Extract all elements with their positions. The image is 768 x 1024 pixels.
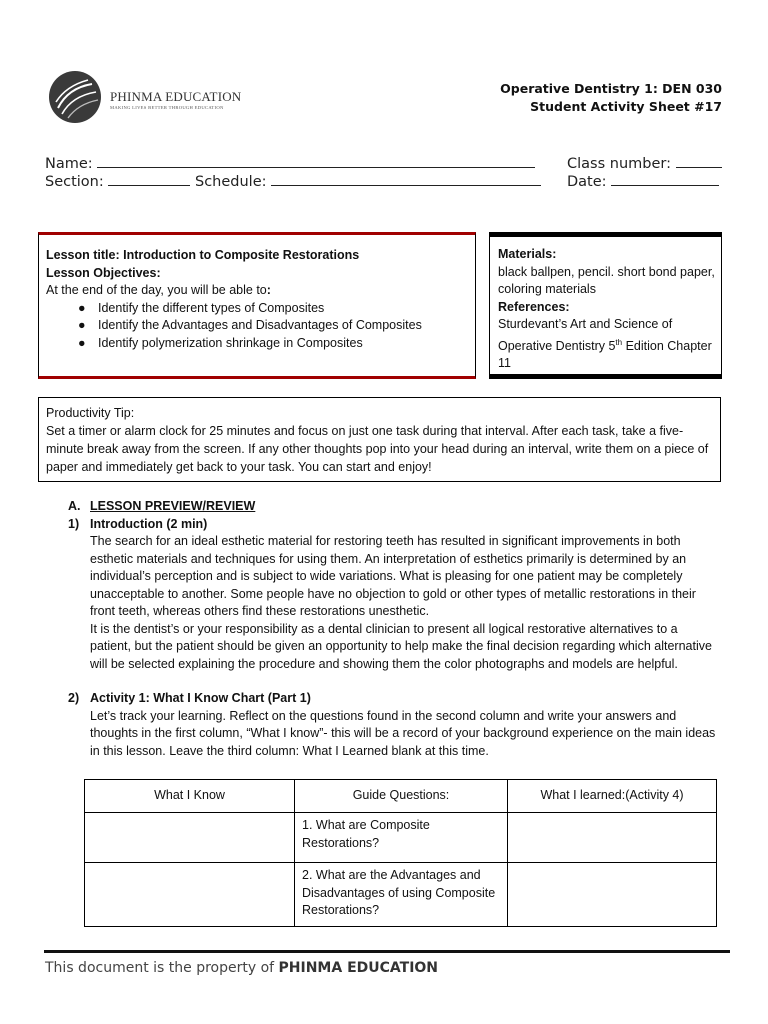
what-i-know-cell[interactable] (85, 863, 295, 927)
objectives-intro: At the end of the day, you will be able to: (46, 283, 271, 297)
objective-item: ● Identify polymerization shrinkage in Composites (46, 335, 467, 353)
item-2-number: 2) (68, 691, 80, 705)
section-letter: A. (68, 499, 81, 513)
materials-label: Materials: (498, 247, 557, 261)
section-title: LESSON PREVIEW/REVIEW (90, 499, 256, 513)
bullet-icon: ● (78, 318, 86, 332)
guide-question-cell: 2. What are the Advantages and Disadvantages of using Composite Restorations? (295, 863, 508, 927)
class-number-blank[interactable] (676, 153, 722, 168)
class-number-field[interactable] (567, 153, 722, 172)
footer (45, 960, 438, 976)
date-blank[interactable] (611, 171, 719, 186)
logo-name: PHINMA EDUCATION (110, 89, 242, 104)
activity-1-instructions: Let’s track your learning. Reflect on the questions found in the second column and write your answers and thoughts in the first column, “What I know”- this will be a record of your background experience on the main ideas in this lesson. Leave the third column: What I Learned blank at this time. (90, 708, 716, 758)
materials-items: black ballpen, pencil. short bond paper, coloring materials (498, 264, 715, 296)
phinma-logo-icon (48, 70, 102, 124)
class-number-label: Class number: (567, 156, 671, 172)
date-label: Date: (567, 174, 607, 190)
item-1-title: Introduction (2 min) (90, 516, 208, 531)
lesson-box (38, 232, 476, 379)
schedule-label: Schedule: (194, 174, 267, 190)
objective-item: ● Identify the Advantages and Disadvantages of Composites (46, 317, 467, 335)
objectives-list (46, 300, 467, 353)
what-i-know-cell[interactable] (85, 813, 295, 863)
sheet-title: Student Activity Sheet #17 (530, 99, 722, 114)
item-2-title: Activity 1: What I Know Chart (Part 1) (90, 691, 311, 705)
materials-box (489, 232, 722, 379)
objective-item: ● Identify the different types of Composites (46, 300, 467, 318)
objectives-label: Lesson Objectives: (46, 265, 161, 280)
what-i-learned-cell[interactable] (508, 813, 717, 863)
header-what-i-learned: What I learned:(Activity 4) (508, 780, 717, 813)
section-label: Section: (45, 174, 104, 190)
tip-label: Productivity Tip: (46, 406, 135, 420)
item-2-heading (68, 690, 718, 708)
header-guide-questions: Guide Questions: (295, 780, 508, 813)
item-1-heading (68, 516, 718, 534)
reference-text: Sturdevant’s Art and Science of Operative Dentistry 5th Edition Chapter 11 (498, 317, 712, 371)
productivity-tip-box (38, 397, 721, 482)
guide-question-cell: 1. What are Composite Restorations? (295, 813, 508, 863)
what-i-know-chart (84, 779, 717, 927)
chart-header-row (85, 780, 717, 813)
date-field[interactable] (567, 171, 719, 190)
introduction-paragraph-2: It is the dentist’s or your responsibility as a dental clinician to present all logical restorative alternatives to a patient, but the patient should be given an opportunity to help make the final decision regarding which alternative will be selected explaining the procedure and showing them the color photographs and models are helpful. (90, 621, 712, 671)
section-heading (68, 498, 718, 516)
name-field[interactable] (45, 153, 535, 172)
name-label: Name: (45, 156, 93, 172)
introduction-paragraph-1: The search for an ideal esthetic material for restoring teeth has resulted in significant improvements in both esthetic materials and techniques for using them. An interpretation of esthetics primarily is determined by an individual’s perception and is subject to wide variations. What is pleasing for one patient may be completely unacceptable to another. Some people have no objection to gold or other types of metallic restorations in their front teeth, whereas others find these restorations unesthetic. (90, 534, 696, 618)
header-what-i-know: What I Know (85, 780, 295, 813)
lesson-title: Lesson title: Introduction to Composite Restorations (46, 248, 360, 262)
table-row (85, 863, 717, 927)
section-lesson-preview (68, 498, 718, 760)
logo-tagline: MAKING LIVES BETTER THROUGH EDUCATION (110, 105, 224, 110)
references-label: References: (498, 299, 570, 314)
footer-owner: PHINMA EDUCATION (278, 960, 439, 976)
item-1-number: 1) (68, 516, 80, 531)
course-title: Operative Dentistry 1: DEN 030 (500, 81, 722, 96)
section-blank[interactable] (108, 171, 190, 186)
section-field[interactable] (45, 171, 541, 190)
footer-divider (44, 950, 730, 953)
schedule-blank[interactable] (271, 171, 541, 186)
bullet-icon: ● (78, 335, 86, 350)
footer-prefix: This document is the property of (45, 960, 279, 976)
table-row (85, 813, 717, 863)
what-i-learned-cell[interactable] (508, 863, 717, 927)
name-blank[interactable] (97, 153, 535, 168)
tip-text: Set a timer or alarm clock for 25 minutes and focus on just one task during that interval. After each task, take a five-minute break away from the screen. If any other thoughts pop into your head during an interval, write them on a piece of paper and immediately get back to your task. You can start and enjoy! (46, 424, 709, 474)
document-header (500, 80, 722, 116)
bullet-icon: ● (78, 300, 86, 315)
